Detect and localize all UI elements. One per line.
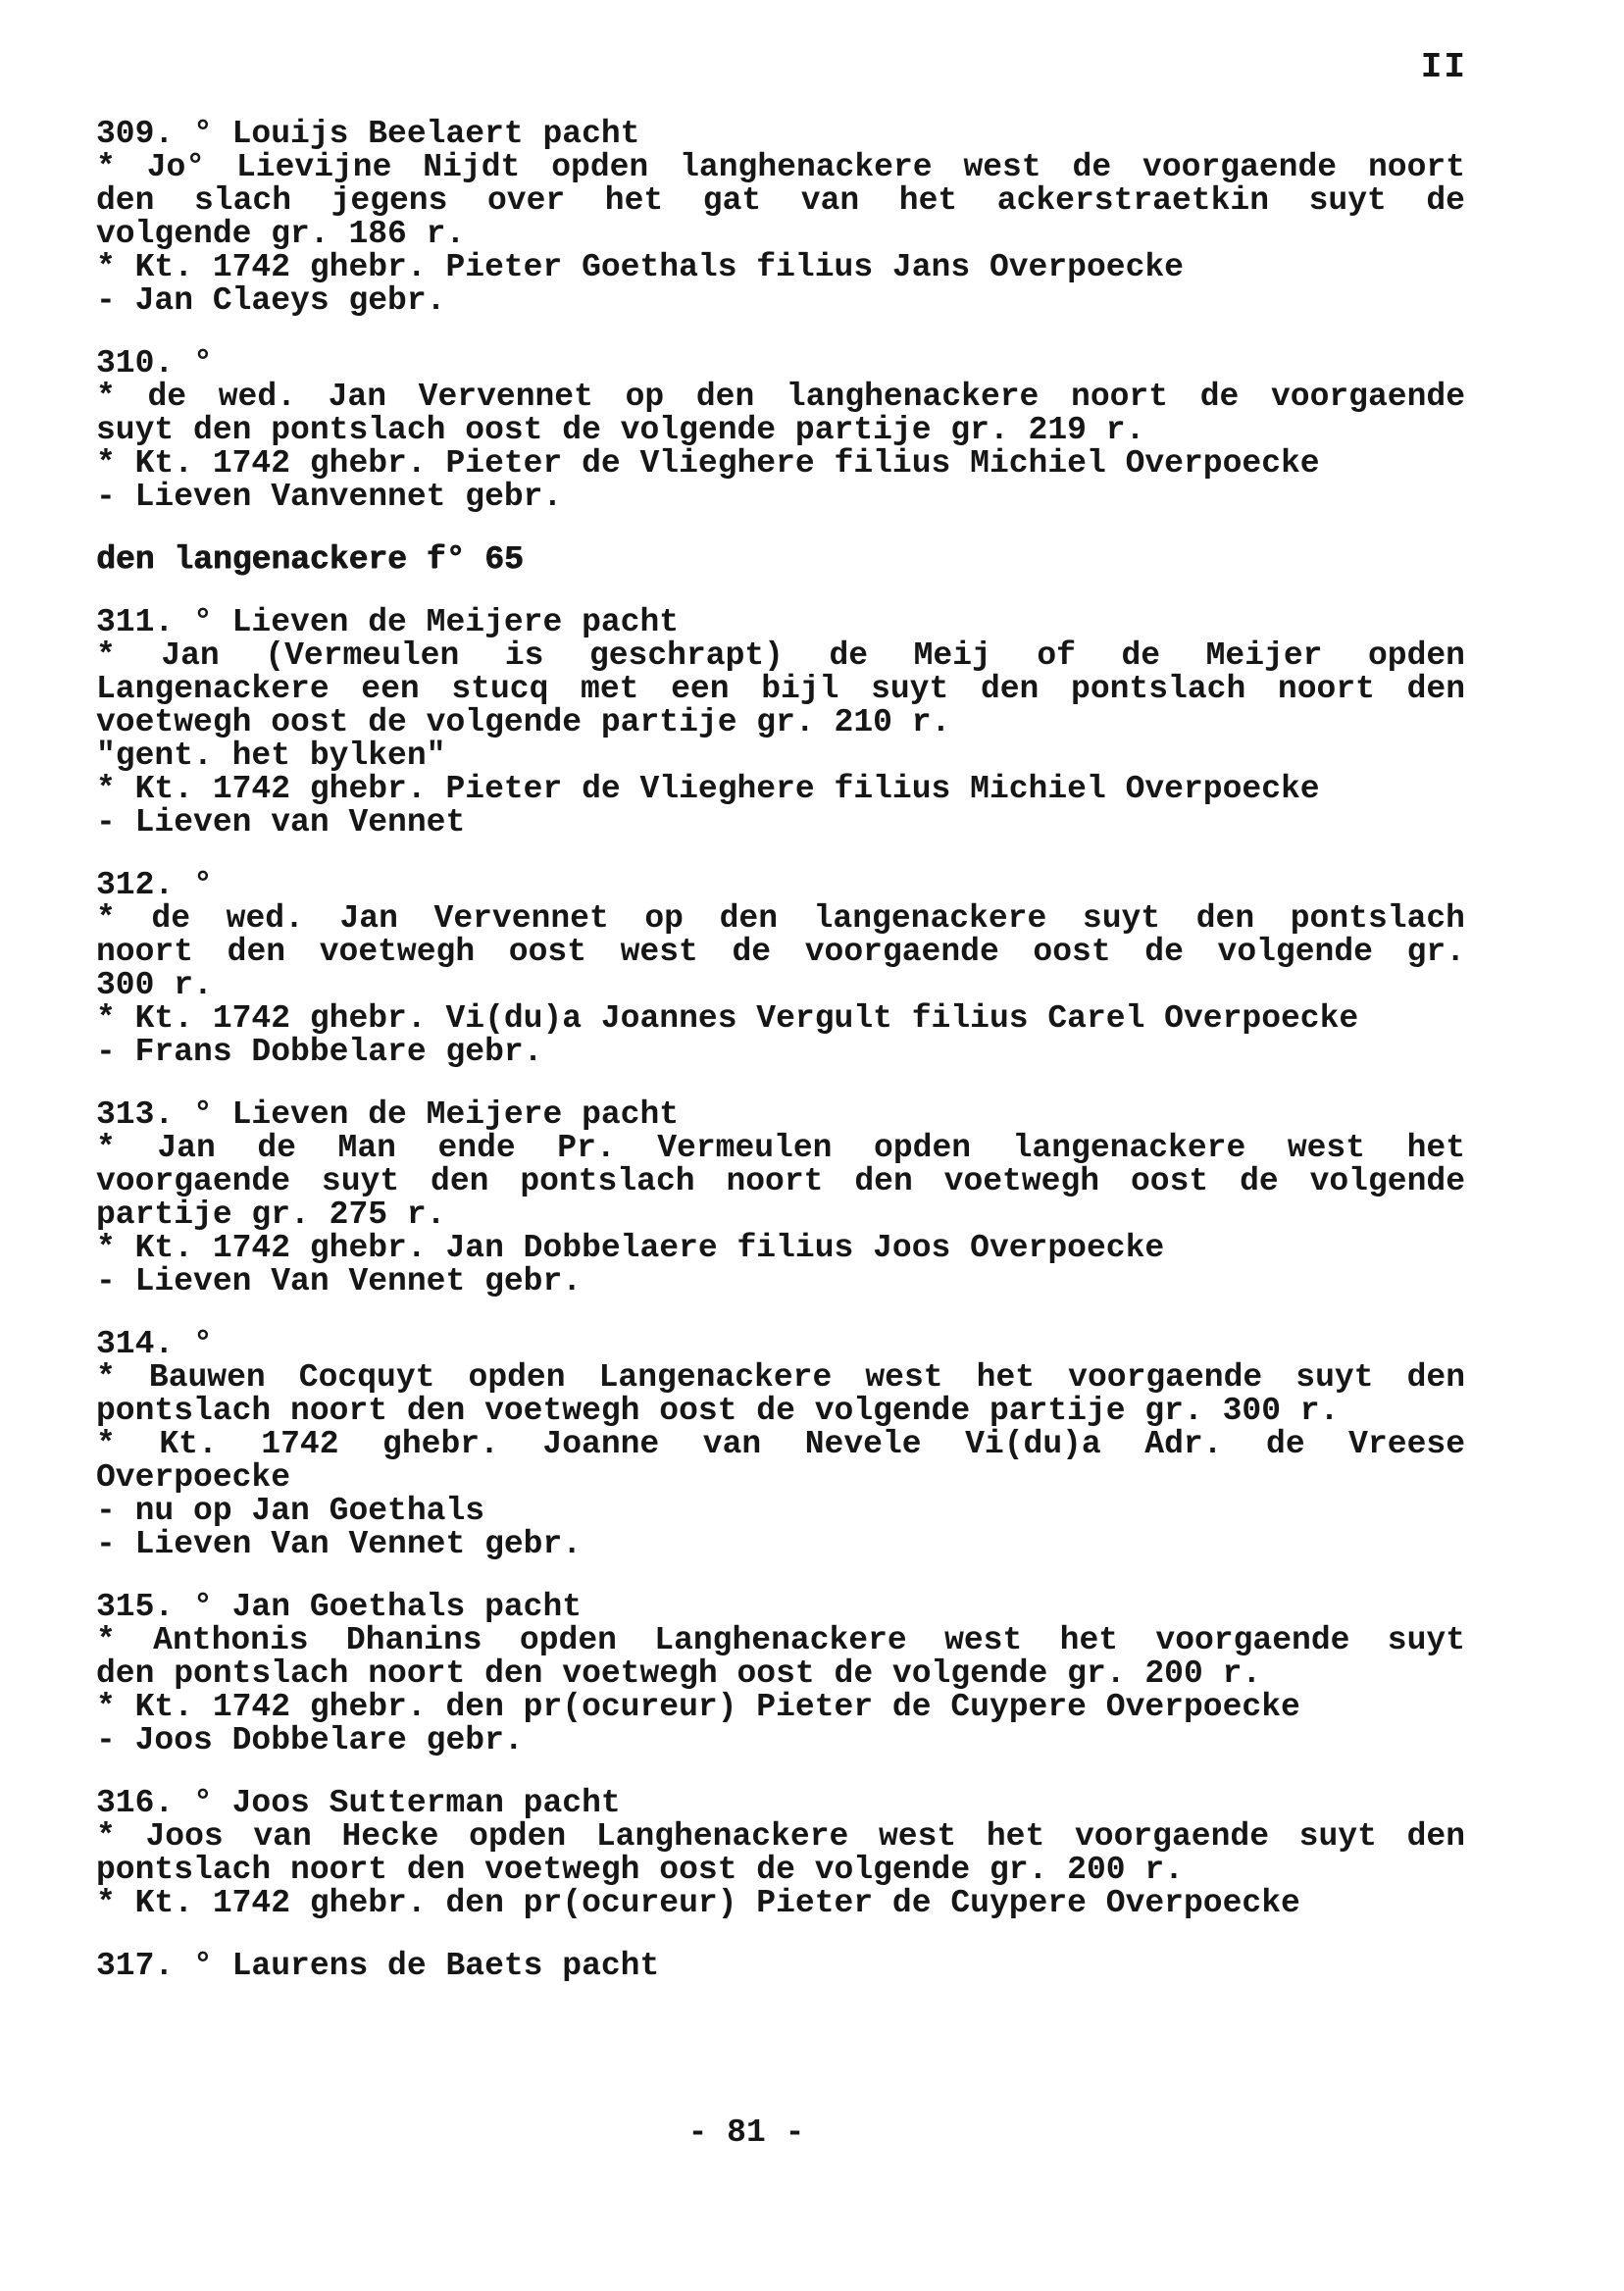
text-line: * Jan de Man ende Pr. Vermeulen opden langenackere west het [96,1130,1465,1166]
text-line: Langenackere een stucq met een bijl suyt den pontslach noort den [96,671,1465,707]
text-line: pontslach noort den voetwegh oost de volgende gr. 200 r. [96,1852,1184,1888]
text-line: - Joos Dobbelare gebr. [96,1722,524,1758]
text-line: 300 r. [96,967,213,1003]
document-body [96,118,1465,2012]
entry-block [96,1950,1465,1983]
entry-block [96,1328,1465,1561]
text-line: 311. ° Lieven de Meijere pacht [96,604,680,640]
text-line: voorgaende suyt den pontslach noort den voetwegh oost de volgende [96,1163,1465,1199]
text-line: 314. ° [96,1326,213,1362]
text-line: 310. ° [96,345,213,382]
text-line: * de wed. Jan Vervennet op den langenackere suyt den pontslach [96,900,1465,937]
page-number: - 81 - [687,2114,805,2151]
text-line: - Frans Dobbelare gebr. [96,1034,543,1070]
text-line: * Jo° Lievijne Nijdt opden langhenackere west de voorgaende noort [96,149,1465,185]
entry-block [96,1098,1465,1298]
text-line: - nu op Jan Goethals [96,1493,485,1529]
text-line: noort den voetwegh oost west de voorgaende oost de volgende gr. [96,934,1465,970]
text-line: 313. ° Lieven de Meijere pacht [96,1096,680,1133]
text-line: 309. ° Louijs Beelaert pacht [96,116,640,152]
text-line: * Kt. 1742 ghebr. Vi(du)a Joannes Vergult filius Carel Overpoecke [96,1000,1359,1037]
text-line: * Joos van Hecke opden Langhenackere west het voorgaende suyt den [96,1818,1465,1855]
text-line: Overpoecke [96,1459,291,1496]
text-line: * Jan (Vermeulen is geschrapt) de Meij of de Meijer opden [96,637,1465,674]
text-line: suyt den pontslach oost de volgende partije gr. 219 r. [96,412,1145,448]
text-line: - Lieven Van Vennet gebr. [96,1263,583,1299]
text-line: 317. ° Laurens de Baets pacht [96,1948,660,1984]
entry-block [96,118,1465,318]
text-line: volgende gr. 186 r. [96,216,466,252]
section-heading [96,543,1465,577]
text-line: pontslach noort den voetwegh oost de volgende partije gr. 300 r. [96,1393,1340,1429]
text-line: den langenackere f° 65 [96,541,524,578]
text-line: 312. ° [96,867,213,903]
entry-block [96,869,1465,1069]
text-line: den slach jegens over het gat van het ackerstraetkin suyt de [96,182,1465,219]
text-line: * Kt. 1742 ghebr. Pieter de Vlieghere filius Michiel Overpoecke [96,771,1320,807]
text-line: * Kt. 1742 ghebr. Jan Dobbelaere filius Joos Overpoecke [96,1230,1165,1266]
text-line: "gent. het bylken" [96,738,446,774]
text-line: den pontslach noort den voetwegh oost de volgende gr. 200 r. [96,1655,1262,1692]
text-line: voetwegh oost de volgende partije gr. 210 r. [96,704,951,740]
text-line: 315. ° Jan Goethals pacht [96,1589,583,1625]
entry-block [96,1787,1465,1920]
text-line: * Bauwen Cocquyt opden Langenackere west het voorgaende suyt den [96,1359,1465,1396]
entry-block [96,606,1465,840]
text-line: * de wed. Jan Vervennet op den langhenackere noort de voorgaende [96,379,1465,415]
text-line: - Lieven Vanvennet gebr. [96,479,563,515]
text-line: * Kt. 1742 ghebr. den pr(ocureur) Pieter de Cuypere Overpoecke [96,1689,1300,1725]
text-line: * Kt. 1742 ghebr. Pieter de Vlieghere filius Michiel Overpoecke [96,445,1320,482]
text-line: * Kt. 1742 ghebr. Pieter Goethals filius Jans Overpoecke [96,249,1184,285]
text-line: partije gr. 275 r. [96,1196,446,1233]
text-line: * Anthonis Dhanins opden Langhenackere west het voorgaende suyt [96,1622,1465,1658]
text-line: - Lieven Van Vennet gebr. [96,1526,583,1562]
text-line: 316. ° Joos Sutterman pacht [96,1785,621,1821]
text-line: * Kt. 1742 ghebr. den pr(ocureur) Pieter de Cuypere Overpoecke [96,1885,1300,1921]
text-line: * Kt. 1742 ghebr. Joanne van Nevele Vi(du)a Adr. de Vreese [96,1426,1465,1462]
text-line: - Lieven van Vennet [96,804,466,840]
text-line: - Jan Claeys gebr. [96,282,446,319]
page-corner-marker: II [1420,47,1467,87]
entry-block [96,347,1465,514]
entry-block [96,1591,1465,1757]
